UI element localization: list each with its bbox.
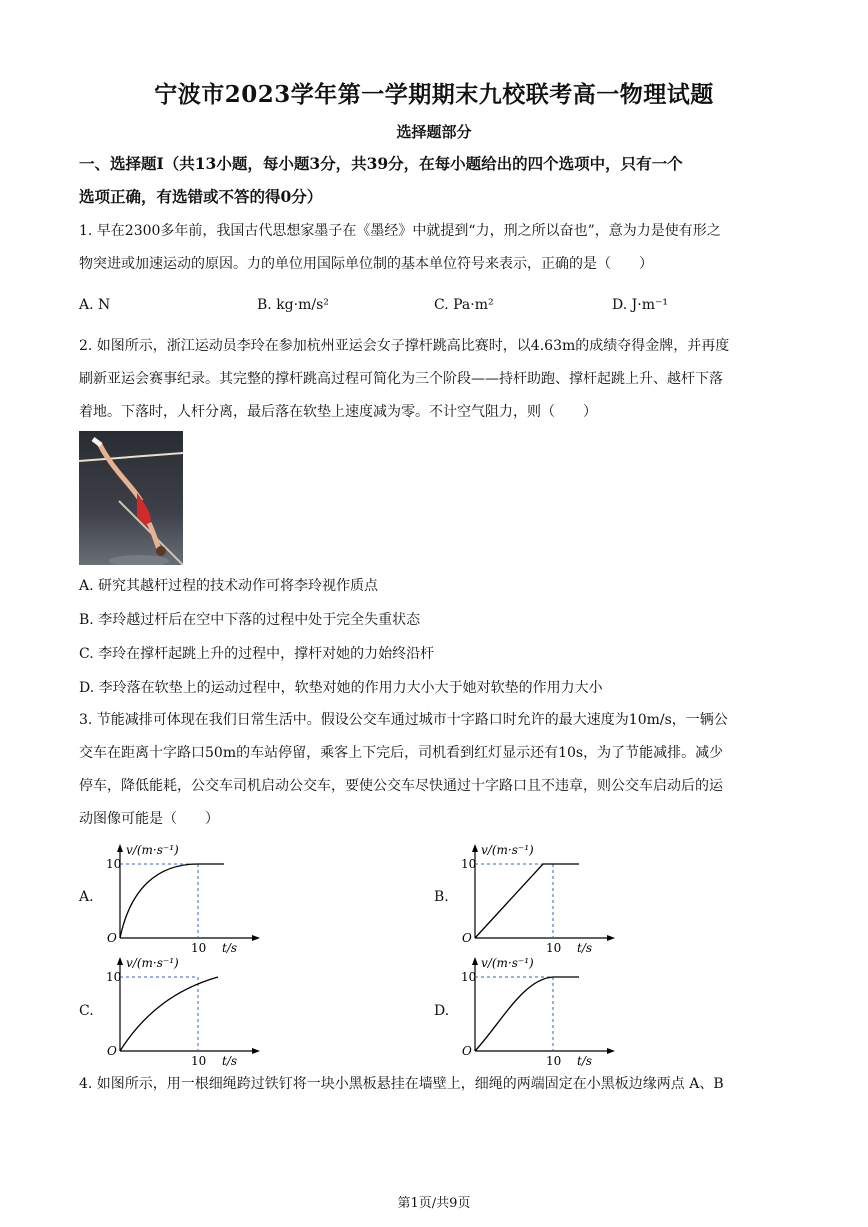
svg-text:10: 10: [461, 857, 477, 871]
svg-text:10: 10: [191, 1054, 207, 1068]
graph-c-label: C.: [79, 1003, 94, 1019]
graph-b-label: B.: [434, 889, 449, 905]
section-heading: 选择题部分: [396, 123, 472, 141]
v-t-curve: [120, 977, 218, 1051]
question-text: 动图像可能是（ ）: [79, 811, 219, 827]
question-text: 停车，降低能耗，公交车司机启动公交车，要使公交车尽快通过十字路口且不违章，则公交车启动后的运: [79, 778, 723, 794]
question-text: 1. 早在2300多年前，我国古代思想家墨子在《墨经》中就提到“力，刑之所以奋也”，意为力是使有形之: [79, 223, 721, 239]
q1-option-d: D. J·m⁻¹: [612, 297, 668, 313]
svg-text:10: 10: [461, 970, 477, 984]
svg-text:O: O: [462, 931, 472, 945]
v-t-curve: [475, 977, 579, 1051]
graph-d: [451, 953, 621, 1068]
y-axis-label: v/(m·s⁻¹): [126, 843, 179, 857]
svg-text:10: 10: [546, 1054, 562, 1068]
svg-text:v/(m·s⁻¹): v/(m·s⁻¹): [481, 956, 534, 970]
section-line: 选项正确，有选错或不答的得0分）: [79, 187, 323, 206]
origin-label: O: [107, 931, 117, 945]
question-text: 物突进或加速运动的原因。力的单位用国际单位制的基本单位符号来表示，正确的是（ ）: [79, 256, 653, 272]
svg-text:10: 10: [106, 970, 122, 984]
svg-text:O: O: [107, 1044, 117, 1058]
q2-option-c: C. 李玲在撑杆起跳上升的过程中，撑杆对她的力始终沿杆: [79, 646, 435, 662]
question-text: 刷新亚运会赛事纪录。其完整的撑杆跳高过程可简化为三个阶段——持杆助跑、撑杆起跳上升、越杆下落: [79, 371, 723, 387]
svg-text:t/s: t/s: [222, 1054, 238, 1068]
x-tick: 10: [191, 941, 207, 955]
svg-text:10: 10: [546, 941, 562, 955]
question-text: 交车在距离十字路口50m的车站停留，乘客上下完后，司机看到红灯显示还有10s，为了节能减排。减少: [79, 745, 724, 761]
question-text: 4. 如图所示，用一根细绳跨过铁钉将一块小黑板悬挂在墙壁上，细绳的两端固定在小黑板边缘两点 A、B: [79, 1076, 724, 1092]
graph-c: [96, 953, 266, 1068]
q1-option-c: C. Pa·m²: [434, 297, 494, 313]
graph-a: [96, 840, 266, 955]
question-text: 3. 节能减排可体现在我们日常生活中。假设公交车通过城市十字路口时允许的最大速度为10m/s，一辆公: [79, 712, 728, 728]
svg-text:t/s: t/s: [577, 1054, 593, 1068]
q2-option-d: D. 李玲落在软垫上的运动过程中，软垫对她的作用力大小大于她对软垫的作用力大小: [79, 680, 603, 696]
graph-a-label: A.: [79, 889, 94, 905]
pole-vault-photo: [79, 431, 183, 565]
svg-text:O: O: [462, 1044, 472, 1058]
svg-text:v/(m·s⁻¹): v/(m·s⁻¹): [481, 843, 534, 857]
question-text: 2. 如图所示，浙江运动员李玲在参加杭州亚运会女子撑杆跳高比赛时，以4.63m的成绩夺得金牌，并再度: [79, 338, 730, 354]
question-1: [79, 215, 794, 281]
section-instructions: [79, 147, 794, 213]
question-2: [79, 330, 794, 429]
svg-text:t/s: t/s: [577, 941, 593, 955]
page-title: 宁波市2023学年第一学期期末九校联考高一物理试题: [154, 81, 714, 108]
svg-text:v/(m·s⁻¹): v/(m·s⁻¹): [126, 956, 179, 970]
page-footer: 第1页/共9页: [397, 1196, 471, 1211]
graph-d-label: D.: [434, 1003, 450, 1019]
q1-option-a: A. N: [79, 297, 111, 313]
question-4: [79, 1068, 794, 1101]
section-line: 一、选择题Ⅰ（共13小题，每小题3分，共39分，在每小题给出的四个选项中，只有一个: [79, 154, 683, 173]
q1-option-b: B. kg·m/s²: [257, 297, 329, 313]
y-tick: 10: [106, 857, 122, 871]
graph-b: [451, 840, 621, 955]
v-t-curve: [120, 864, 224, 938]
v-t-curve: [475, 864, 579, 938]
question-3: [79, 704, 794, 836]
q2-option-b: B. 李玲越过杆后在空中下落的过程中处于完全失重状态: [79, 612, 421, 628]
question-text: 着地。下落时，人杆分离，最后落在软垫上速度减为零。不计空气阻力，则（ ）: [79, 404, 597, 420]
x-axis-label: t/s: [222, 941, 238, 955]
q2-option-a: A. 研究其越杆过程的技术动作可将李玲视作质点: [79, 578, 379, 594]
